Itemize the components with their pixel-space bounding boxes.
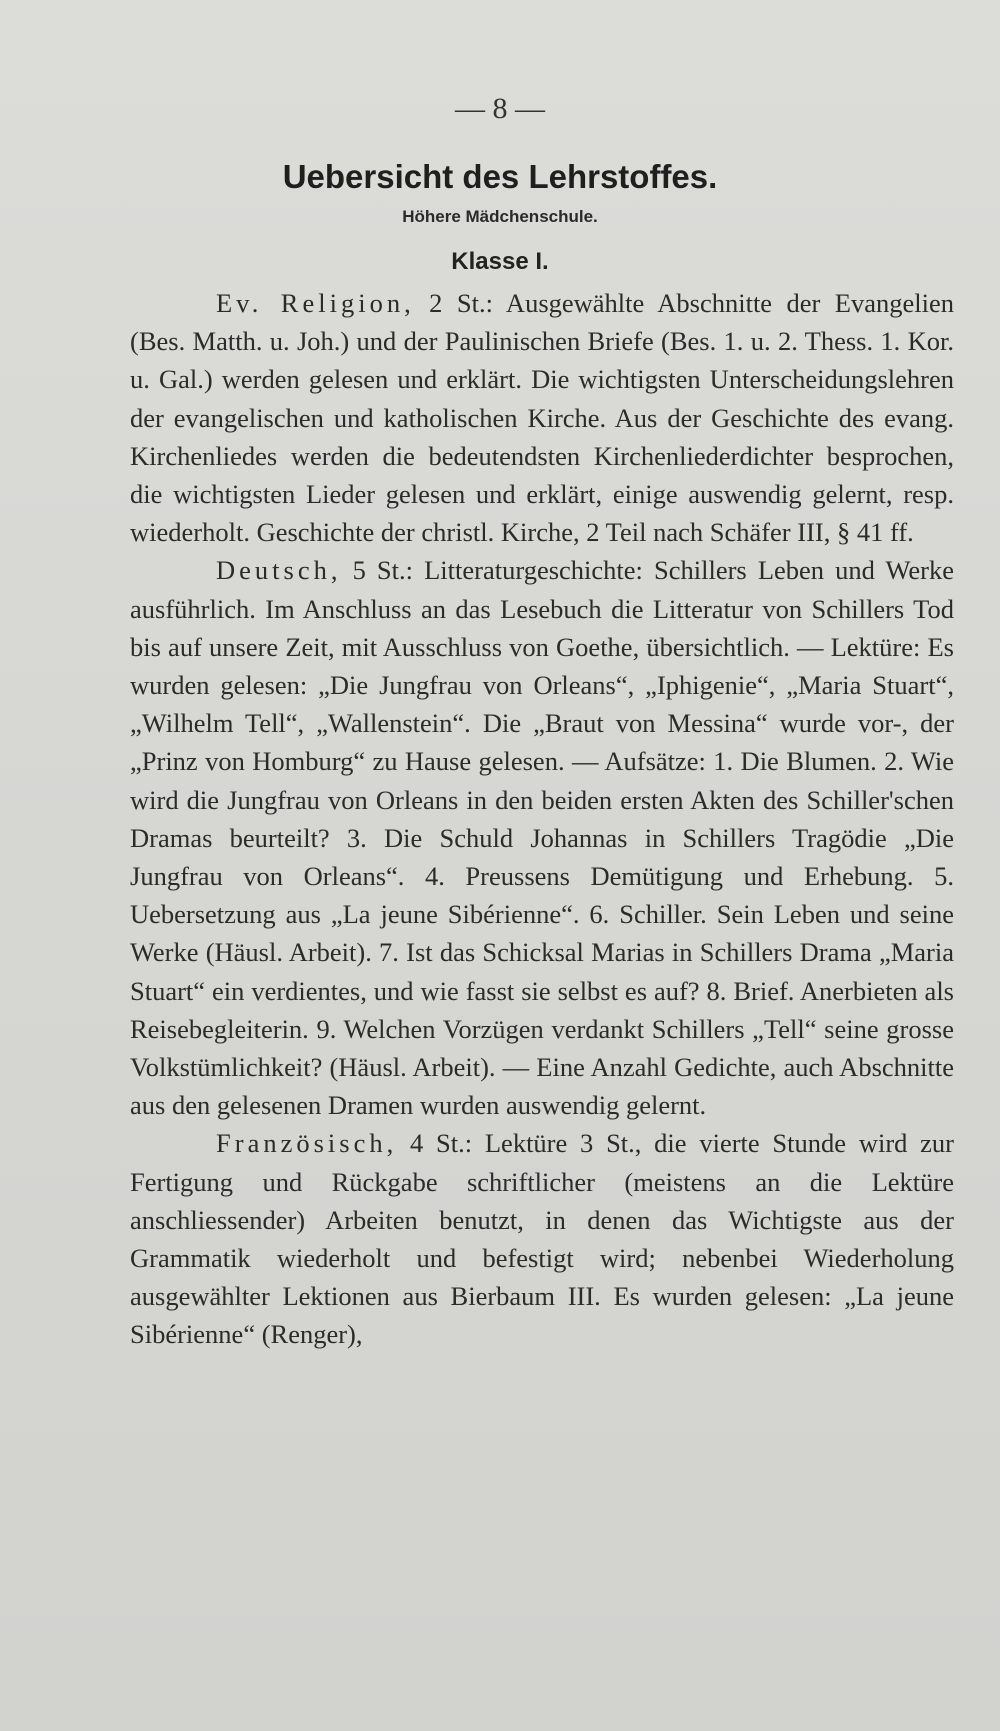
- subject-label: Ev. Religion,: [216, 288, 415, 318]
- paragraph-text: 4 St.: Lektüre 3 St., die vierte Stunde wird zur Fertigung und Rückgabe schriftlicher (meistens an die Lektüre anschliessender) Arbeiten benutzt, in denen das Wichtigste aus der Grammatik wiederholt und befestigt wird; nebenbei Wiederholung ausgewählter Lektionen aus Bierbaum III. Es wurden gelesen: „La jeune Sibérienne“ (Renger),: [130, 1128, 954, 1350]
- page-number: — 8 —: [455, 92, 545, 125]
- page-title: Uebersicht des Lehrstoffes.: [282, 158, 718, 195]
- school-subtitle: Höhere Mädchenschule.: [402, 207, 598, 226]
- class-heading: Klasse I.: [451, 248, 549, 275]
- paragraph-franzoesisch: [130, 1124, 954, 1353]
- subject-label: Französisch,: [216, 1128, 398, 1159]
- paragraph-religion: [130, 284, 954, 551]
- paragraph-deutsch: [130, 551, 954, 1124]
- paragraph-text: 5 St.: Litteraturgeschichte: Schillers Leben und Werke ausführlich. Im Anschluss an das Lesebuch die Litteratur von Schillers Tod bis auf unsere Zeit, mit Ausschluss von Goethe, übersichtlich. — Lektüre: Es wurden gelesen: „Die Jungfrau von Orleans“, „Iphigenie“, „Maria Stuart“, „Wilhelm Tell“, „Wallenstein“. Die „Braut von Messina“ wurde vor-, der „Prinz von Homburg“ zu Hause gelesen. — Aufsätze: 1. Die Blumen. 2. Wie wird die Jungfrau von Orleans in den beiden ersten Akten des Schiller'schen Dramas beurteilt? 3. Die Schuld Johannas in Schillers Tragödie „Die Jungfrau von Orleans“. 4. Preussens Demütigung und Erhebung. 5. Uebersetzung aus „La jeune Sibérienne“. 6. Schiller. Sein Leben und seine Werke (Häusl. Arbeit). 7. Ist das Schicksal Marias in Schillers Drama „Maria Stuart“ ein verdientes, und wie fasst sie selbst es auf? 8. Brief. Anerbieten als Reisebegleiterin. 9. Welchen Vorzügen verdankt Schillers „Tell“ seine grosse Volkstümlichkeit? (Häusl. Arbeit). — Eine Anzahl Gedichte, auch Abschnitte aus den gelesenen Dramen wurden auswendig gelernt.: [130, 555, 954, 1121]
- body-text: [130, 284, 954, 1354]
- subject-label: Deutsch,: [216, 555, 342, 586]
- paragraph-text: 2 St.: Ausgewählte Abschnitte der Evangelien (Bes. Matth. u. Joh.) und der Paulinischen Briefe (Bes. 1. u. 2. Thess. 1. Kor. u. Gal.) werden gelesen und erklärt. Die wichtigsten Unterscheidungslehren der evangelischen und katholischen Kirche. Aus der Geschichte des evang. Kirchenliedes werden die bedeutendsten Kirchenliederdichter besprochen, die wichtigsten Lieder gelesen und erklärt, einige auswendig gelernt, resp. wiederholt. Geschichte der christl. Kirche, 2 Teil nach Schäfer III, § 41 ff.: [130, 288, 955, 548]
